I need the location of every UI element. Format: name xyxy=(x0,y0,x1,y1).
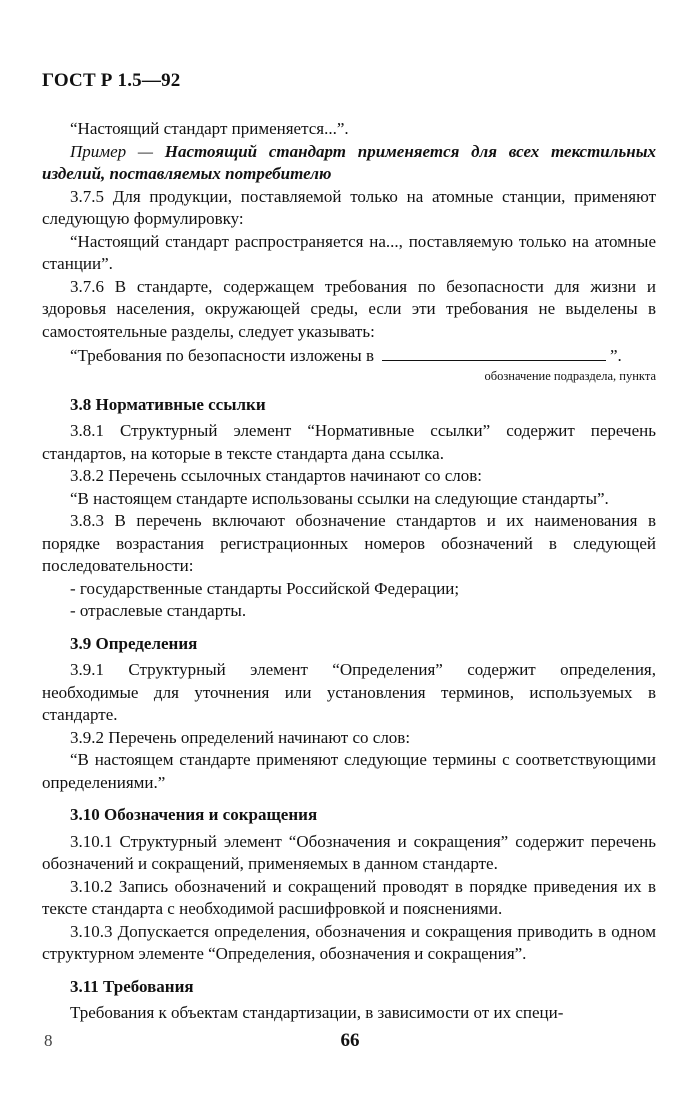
example-label: Пример — xyxy=(70,141,165,161)
paragraph-3-9-2: 3.9.2 Перечень определений начинают со слов: xyxy=(70,727,411,747)
section-heading-3-10: 3.10 Обозначения и сокращения xyxy=(70,805,318,824)
quote: “В настоящем стандарте использованы ссылки на следующие стандарты”. xyxy=(70,488,609,508)
blank-caption: обозначение подраздела, пункта xyxy=(484,368,656,383)
paragraph-3-8-3: 3.8.3 В перечень включают обозначение стандартов и их наименования в порядке возрастания регистрационных номеров обозначений в следующей последовательности: xyxy=(42,511,656,575)
paragraph-3-11: Требования к объектам стандартизации, в зависимости от их специ- xyxy=(70,1003,564,1022)
quote-with-blank xyxy=(42,343,656,368)
paragraph-3-7-5: 3.7.5 Для продукции, поставляемой только на атомные станции, применяют следующую формулировку: xyxy=(42,186,656,228)
paragraph-3-9-1: 3.9.1 Структурный элемент “Определения” содержит определения, необходимые для уточнения или установления терминов, используемых в стандарте. xyxy=(42,660,656,724)
paragraph-3-10-3: 3.10.3 Допускается определения, обозначения и сокращения приводить в одном структурном элементе “Определения, обозначения и сокращения”. xyxy=(42,921,656,963)
page-number: 66 xyxy=(340,1030,360,1051)
list-item: - отраслевые стандарты. xyxy=(70,601,247,620)
paragraph: “Настоящий стандарт применяется...”. xyxy=(70,119,349,138)
document-code: ГОСТ Р 1.5—92 xyxy=(42,70,181,91)
paragraph-3-7-6: 3.7.6 В стандарте, содержащем требования по безопасности для жизни и здоровья населения, окружающей среды, если эти требования не выделены в самостоятельные разделы, следует указывать: xyxy=(42,276,656,341)
example-text: Настоящий стандарт применяется для всех текстильных изделий, поставляемых потребителю xyxy=(42,141,656,183)
quote: “Настоящий стандарт распространяется на..., поставляемую только на атомные станции”. xyxy=(42,231,656,273)
page-body xyxy=(42,118,656,1025)
margin-number: 8 xyxy=(44,1031,53,1050)
fill-in-blank xyxy=(382,343,606,361)
example-paragraph xyxy=(42,141,656,186)
quote-end: ”. xyxy=(610,346,622,365)
quote-start: “Требования по безопасности изложены в xyxy=(70,346,374,365)
section-heading-3-11: 3.11 Требования xyxy=(70,976,194,996)
paragraph-3-8-1: 3.8.1 Структурный элемент “Нормативные ссылки” содержит перечень стандартов, на которые в тексте стандарта дана ссылка. xyxy=(42,421,656,463)
section-heading-3-8: 3.8 Нормативные ссылки xyxy=(70,394,266,414)
section-heading-3-9: 3.9 Определения xyxy=(70,633,198,653)
quote: “В настоящем стандарте применяют следующие термины с соответствующими определениями.” xyxy=(42,750,656,792)
paragraph-3-10-1: 3.10.1 Структурный элемент “Обозначения и сокращения” содержит перечень обозначений и сокращений, применяемых в данном стандарте. xyxy=(42,831,656,873)
paragraph-3-8-2: 3.8.2 Перечень ссылочных стандартов начинают со слов: xyxy=(70,466,483,485)
list-item: - государственные стандарты Российской Федерации; xyxy=(70,578,460,598)
paragraph-3-10-2: 3.10.2 Запись обозначений и сокращений проводят в порядке приведения их в тексте стандарта с необходимой расшифровкой и пояснениями. xyxy=(42,876,656,918)
